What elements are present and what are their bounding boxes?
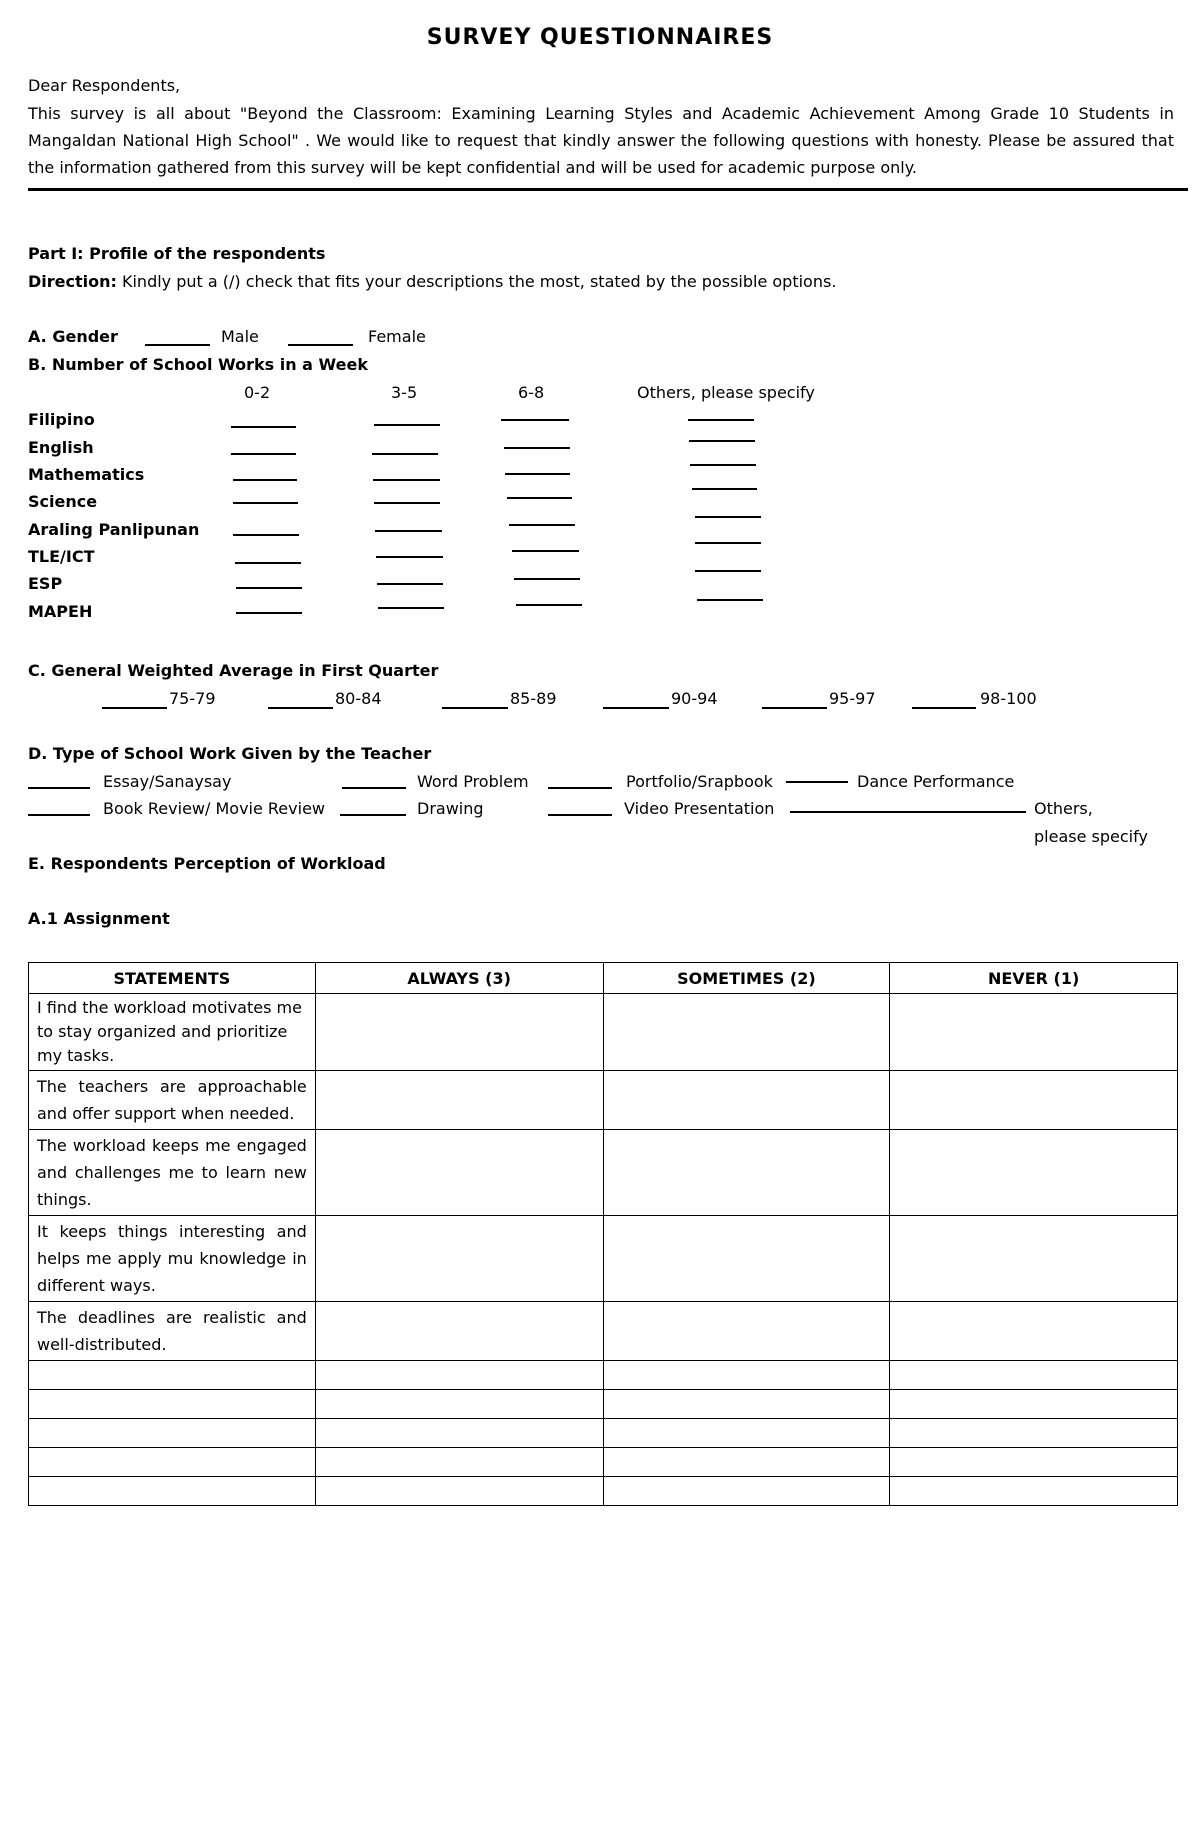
gwa-range-90-94: 90-94	[671, 689, 718, 708]
statement-cell: The workload keeps me engaged and challenges me to learn new things.	[29, 1130, 316, 1216]
check-blank[interactable]	[695, 516, 761, 518]
work-type-others: Others,	[1034, 799, 1093, 818]
check-blank[interactable]	[372, 453, 438, 455]
check-blank[interactable]	[504, 447, 570, 449]
subject-mapeh: MAPEH	[28, 602, 93, 621]
check-blank[interactable]	[695, 542, 761, 544]
empty-cell[interactable]	[315, 1361, 603, 1390]
check-blank[interactable]	[236, 587, 302, 589]
check-blank[interactable]	[374, 424, 440, 426]
empty-cell[interactable]	[603, 1390, 890, 1419]
gwa-range-95-97: 95-97	[829, 689, 876, 708]
always-cell[interactable]	[315, 1130, 603, 1216]
check-blank[interactable]	[376, 556, 443, 558]
column-header-others: Others, please specify	[637, 383, 815, 402]
always-cell[interactable]	[315, 1302, 603, 1361]
header-divider	[28, 188, 1188, 191]
table-row	[29, 1071, 1178, 1130]
work-type-dance: Dance Performance	[857, 772, 1015, 791]
table-row	[29, 1130, 1178, 1216]
check-blank[interactable]	[235, 562, 301, 564]
gender-option-male: Male	[221, 327, 259, 346]
school-works-label: B. Number of School Works in a Week	[28, 355, 368, 374]
workload-table	[28, 962, 1178, 1506]
empty-cell[interactable]	[29, 1390, 316, 1419]
empty-cell[interactable]	[603, 1477, 890, 1506]
check-blank[interactable]	[689, 440, 755, 442]
check-blank[interactable]	[697, 599, 763, 601]
always-cell[interactable]	[315, 1216, 603, 1302]
direction-text: Kindly put a (/) check that fits your descriptions the most, stated by the possible options.	[116, 272, 837, 291]
work-type-others-specify: please specify	[1034, 827, 1148, 846]
empty-cell[interactable]	[29, 1361, 316, 1390]
gender-option-female: Female	[368, 327, 426, 346]
check-blank[interactable]	[231, 426, 296, 428]
never-cell[interactable]	[890, 994, 1178, 1071]
empty-cell[interactable]	[315, 1477, 603, 1506]
work-type-video: Video Presentation	[624, 799, 775, 818]
work-type-word-problem: Word Problem	[417, 772, 529, 791]
page-title: SURVEY QUESTIONNAIRES	[426, 25, 774, 50]
empty-cell[interactable]	[29, 1477, 316, 1506]
table-row-empty	[29, 1477, 1178, 1506]
work-type-book-review: Book Review/ Movie Review	[103, 799, 325, 818]
work-type-blank[interactable]	[342, 787, 406, 789]
gender-female-blank[interactable]	[288, 344, 353, 346]
check-blank[interactable]	[231, 453, 296, 455]
check-blank[interactable]	[692, 488, 757, 490]
empty-cell[interactable]	[315, 1390, 603, 1419]
sometimes-cell[interactable]	[603, 1216, 890, 1302]
check-blank[interactable]	[516, 604, 582, 606]
table-row-empty	[29, 1448, 1178, 1477]
gwa-range-75-79: 75-79	[169, 689, 216, 708]
work-type-portfolio: Portfolio/Srapbook	[626, 772, 773, 791]
empty-cell[interactable]	[603, 1419, 890, 1448]
never-cell[interactable]	[890, 1302, 1178, 1361]
column-header-6-8: 6-8	[518, 383, 545, 402]
empty-cell[interactable]	[315, 1448, 603, 1477]
table-row-empty	[29, 1390, 1178, 1419]
direction-line	[28, 272, 836, 292]
header-sometimes: SOMETIMES (2)	[603, 963, 890, 994]
column-header-0-2: 0-2	[244, 383, 271, 402]
work-type-blank[interactable]	[28, 814, 90, 816]
perception-label: E. Respondents Perception of Workload	[28, 854, 386, 873]
empty-cell[interactable]	[603, 1361, 890, 1390]
gwa-blank[interactable]	[912, 707, 976, 709]
subject-mathematics: Mathematics	[28, 465, 145, 484]
check-blank[interactable]	[509, 524, 575, 526]
gwa-blank[interactable]	[762, 707, 827, 709]
empty-cell[interactable]	[890, 1448, 1178, 1477]
gwa-blank[interactable]	[102, 707, 167, 709]
part1-heading: Part I: Profile of the respondents	[28, 244, 326, 263]
header-statements: STATEMENTS	[29, 963, 316, 994]
table-row-empty	[29, 1419, 1178, 1448]
empty-cell[interactable]	[29, 1419, 316, 1448]
always-cell[interactable]	[315, 994, 603, 1071]
check-blank[interactable]	[373, 479, 440, 481]
assignment-label: A.1 Assignment	[28, 909, 170, 928]
column-header-3-5: 3-5	[391, 383, 418, 402]
work-type-blank[interactable]	[28, 787, 90, 789]
table-row	[29, 1302, 1178, 1361]
work-type-drawing: Drawing	[417, 799, 484, 818]
work-type-blank[interactable]	[786, 781, 848, 783]
gwa-blank[interactable]	[603, 707, 669, 709]
table-header-row	[29, 963, 1178, 994]
sometimes-cell[interactable]	[603, 1071, 890, 1130]
statement-cell: I find the workload motivates me to stay organized and prioritize my tasks.	[29, 994, 316, 1071]
sometimes-cell[interactable]	[603, 994, 890, 1071]
table-row	[29, 1216, 1178, 1302]
subject-araling-panlipunan: Araling Panlipunan	[28, 520, 200, 539]
check-blank[interactable]	[512, 550, 579, 552]
check-blank[interactable]	[378, 607, 444, 609]
statement-cell: It keeps things interesting and helps me apply mu knowledge in different ways.	[29, 1216, 316, 1302]
always-cell[interactable]	[315, 1071, 603, 1130]
statement-cell: The deadlines are realistic and well-distributed.	[29, 1302, 316, 1361]
check-blank[interactable]	[377, 583, 443, 585]
never-cell[interactable]	[890, 1130, 1178, 1216]
empty-cell[interactable]	[890, 1390, 1178, 1419]
check-blank[interactable]	[514, 578, 580, 580]
statement-cell: The teachers are approachable and offer support when needed.	[29, 1071, 316, 1130]
work-type-essay: Essay/Sanaysay	[103, 772, 232, 791]
work-type-others-blank[interactable]	[790, 811, 1026, 813]
gwa-blank[interactable]	[442, 707, 508, 709]
empty-cell[interactable]	[890, 1419, 1178, 1448]
table-row-empty	[29, 1361, 1178, 1390]
check-blank[interactable]	[233, 502, 298, 504]
subject-tle-ict: TLE/ICT	[28, 547, 95, 566]
check-blank[interactable]	[374, 502, 440, 504]
gender-male-blank[interactable]	[145, 344, 210, 346]
check-blank[interactable]	[233, 534, 299, 536]
header-always: ALWAYS (3)	[315, 963, 603, 994]
subject-english: English	[28, 438, 94, 457]
never-cell[interactable]	[890, 1071, 1178, 1130]
gwa-range-85-89: 85-89	[510, 689, 557, 708]
empty-cell[interactable]	[29, 1448, 316, 1477]
check-blank[interactable]	[690, 464, 756, 466]
check-blank[interactable]	[507, 497, 572, 499]
work-type-blank[interactable]	[340, 814, 406, 816]
work-type-blank[interactable]	[548, 814, 612, 816]
check-blank[interactable]	[375, 530, 442, 532]
table-row	[29, 994, 1178, 1071]
gender-label: A. Gender	[28, 327, 118, 346]
subject-science: Science	[28, 492, 98, 511]
never-cell[interactable]	[890, 1216, 1178, 1302]
empty-cell[interactable]	[890, 1361, 1178, 1390]
greeting: Dear Respondents,	[28, 76, 181, 95]
subject-esp: ESP	[28, 574, 63, 593]
empty-cell[interactable]	[315, 1419, 603, 1448]
direction-label: Direction:	[28, 272, 117, 291]
check-blank[interactable]	[695, 570, 761, 572]
check-blank[interactable]	[688, 419, 754, 421]
empty-cell[interactable]	[603, 1448, 890, 1477]
check-blank[interactable]	[501, 419, 569, 421]
sometimes-cell[interactable]	[603, 1302, 890, 1361]
gwa-label: C. General Weighted Average in First Quarter	[28, 661, 439, 680]
check-blank[interactable]	[236, 612, 302, 614]
gwa-blank[interactable]	[268, 707, 333, 709]
check-blank[interactable]	[505, 473, 570, 475]
check-blank[interactable]	[233, 479, 297, 481]
work-type-label: D. Type of School Work Given by the Teacher	[28, 744, 432, 763]
empty-cell[interactable]	[890, 1477, 1178, 1506]
gwa-range-80-84: 80-84	[335, 689, 382, 708]
sometimes-cell[interactable]	[603, 1130, 890, 1216]
subject-filipino: Filipino	[28, 410, 95, 429]
header-never: NEVER (1)	[890, 963, 1178, 994]
gwa-range-98-100: 98-100	[980, 689, 1037, 708]
work-type-blank[interactable]	[548, 787, 612, 789]
intro-paragraph: This survey is all about "Beyond the Classroom: Examining Learning Styles and Academic Achievement Among Grade 10 Students in Mangaldan National High School" . We would like to request that kindly answer the following questions with honesty. Please be assured that the information gathered from this survey will be kept confidential and will be used for academic purpose only.	[28, 104, 1174, 177]
